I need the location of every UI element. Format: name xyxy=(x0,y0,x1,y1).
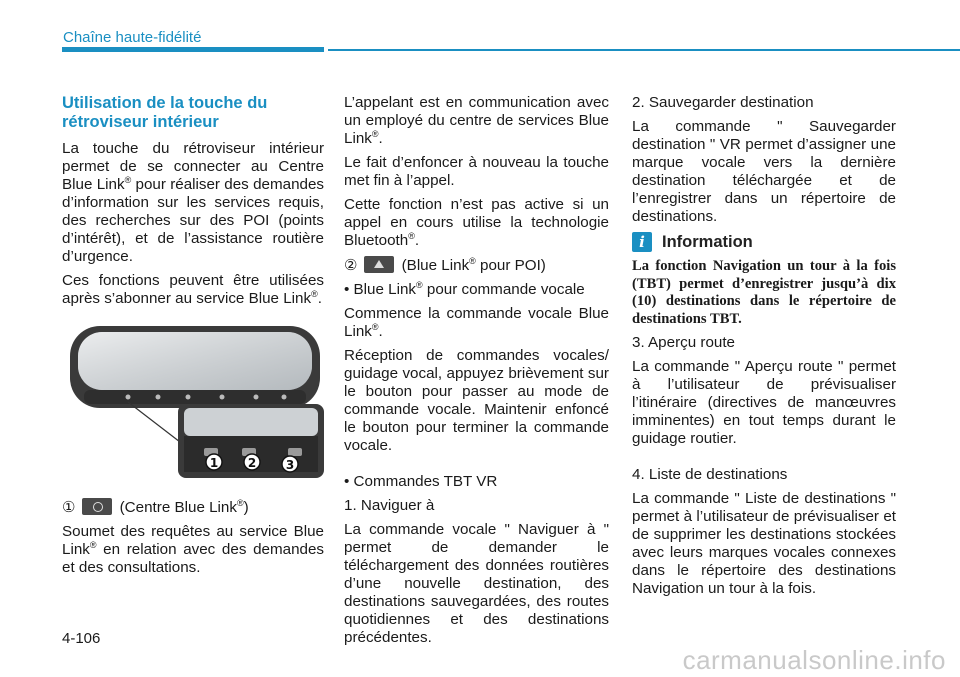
paragraph: Ces fonctions peuvent être utilisées après s’abonner au service Blue Link®. xyxy=(62,272,324,307)
paragraph: L’appelant est en communication avec un employé du centre de services Blue Link®. xyxy=(344,94,609,147)
column-2 xyxy=(344,94,609,653)
paragraph: Le fait d’enfoncer à nouveau la touche met fin à l’appel. xyxy=(344,154,609,189)
information-header xyxy=(632,232,896,252)
paragraph: Réception de commandes vocales/ guidage vocal, appuyez brièvement sur le bouton pour passer au mode de commande vocale. Maintenir enfoncé le bouton pour terminer la commande vocale. xyxy=(344,347,609,454)
column-1 xyxy=(62,94,324,583)
subsection-title: 3. Aperçu route xyxy=(632,334,736,351)
watermark: carmanualsonline.info xyxy=(682,645,946,675)
paragraph: Commence la commande vocale Blue Link®. xyxy=(344,305,609,340)
paragraph: La commande " Sauvegarder destination " VR permet d’assigner une marque vocale vers la dernière destination téléchargée et de l’enregistrer dans un répertoire de destinations. xyxy=(632,118,896,225)
paragraph: Cette fonction n’est pas active si un appel en cours utilise la technologie Bluetooth®. xyxy=(344,196,609,249)
paragraph: La commande " Liste de destinations " permet à l’utilisateur de prévisualiser et de supprimer les destinations stockées avec leurs marques vocales connexes dans le répertoire des destinations Navigation un tour à la fois. xyxy=(632,490,896,597)
blue-link-center-icon xyxy=(82,498,112,515)
column-3 xyxy=(632,94,896,604)
subsection-title: 4. Liste de destinations xyxy=(632,466,788,483)
page-number: 4-106 xyxy=(62,630,101,647)
poi-icon xyxy=(364,256,394,273)
paragraph: Soumet des requêtes au service Blue Link® en relation avec des demandes et des consultations. xyxy=(62,523,324,576)
section-header-title: Chaîne haute-fidélité xyxy=(63,29,202,46)
item-1-label: ① (Centre Blue Link®) xyxy=(62,497,249,516)
bullet-item: • Blue Link® pour commande vocale xyxy=(344,279,585,298)
paragraph: La touche du rétroviseur intérieur permet de se connecter au Centre Blue Link® pour réaliser des demandes d’information sur les services requis, des recherches sur des POI (points d’intérêt), et de l’assistance routière d’urgence. xyxy=(62,140,324,265)
information-title: Information xyxy=(662,233,753,251)
paragraph: La commande " Aperçu route " permet à l’utilisateur de prévisualiser l’itinéraire (directives de manœuvres imminentes) en tout temps durant le guidage routier. xyxy=(632,358,896,447)
bullet-item: • Commandes TBT VR xyxy=(344,473,498,490)
header-rule-thick xyxy=(62,47,324,52)
figure-label-1: 1 xyxy=(209,456,219,470)
rearview-mirror-illustration xyxy=(62,314,324,482)
figure-label-2: 2 xyxy=(247,456,257,470)
information-body: La fonction Navigation un tour à la fois (TBT) permet d’enregistrer jusqu’à dix (10) destinations dans le répertoire de destinations TBT. xyxy=(632,258,896,327)
figure-label-3: 3 xyxy=(285,458,295,472)
info-icon: i xyxy=(632,232,652,252)
header-rule-thin xyxy=(328,49,960,51)
section-heading: Utilisation de la touche du rétroviseur intérieur xyxy=(62,94,268,131)
subsection-title: 1. Naviguer à xyxy=(344,497,435,514)
subsection-title: 2. Sauvegarder destination xyxy=(632,94,814,111)
paragraph: La commande vocale " Naviguer à " permet de demander le téléchargement des données routières d’une nouvelle destination, des destinations sauvegardées, des routes quotidiennes et des destinations précédentes. xyxy=(344,521,609,646)
item-2-label: ② (Blue Link® pour POI) xyxy=(344,255,546,274)
